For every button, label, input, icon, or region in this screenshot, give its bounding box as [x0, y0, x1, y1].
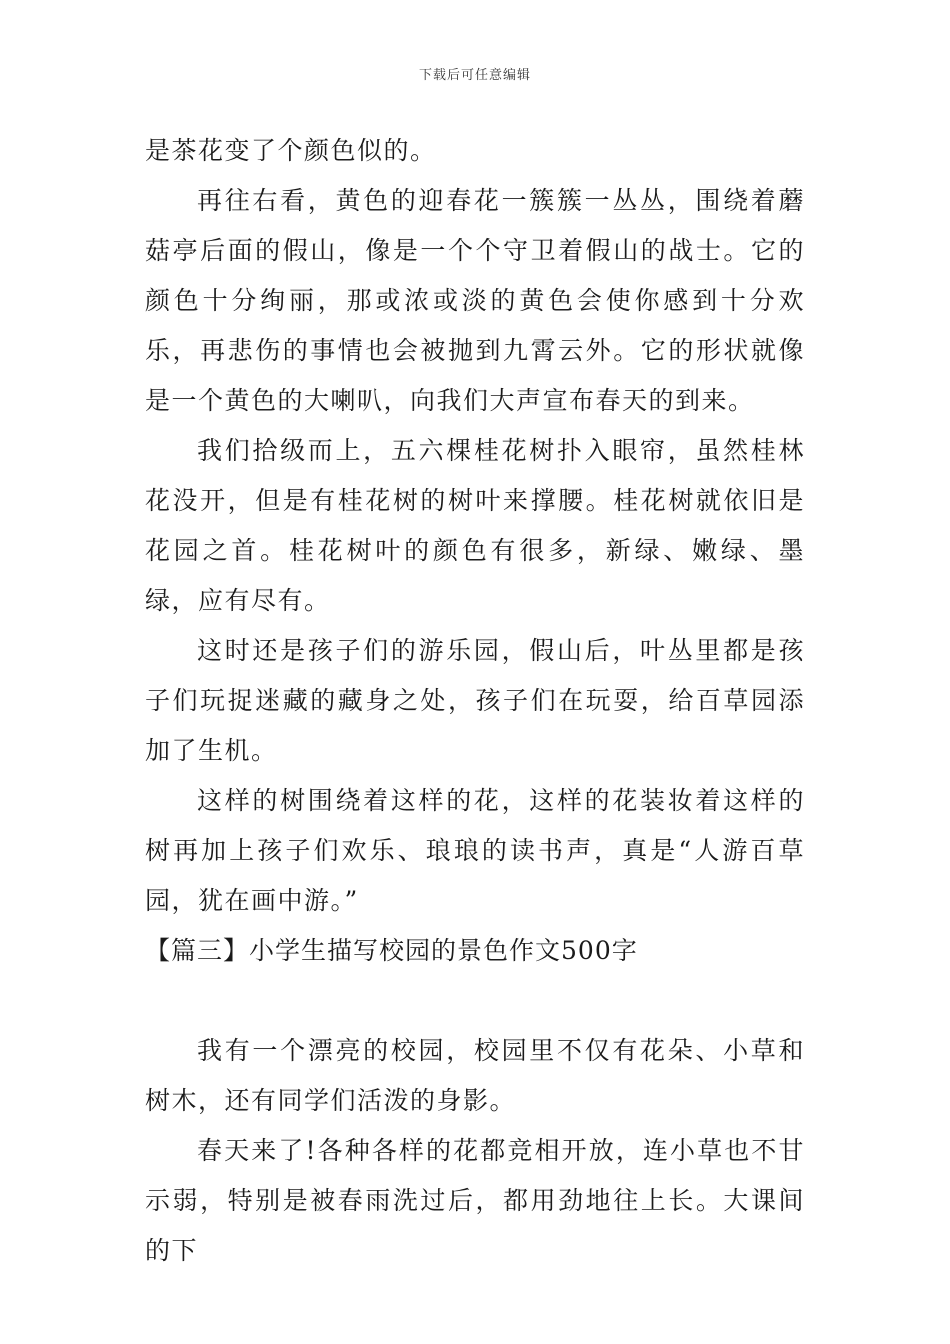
paragraph-6: 我有一个漂亮的校园，校园里不仅有花朵、小草和树木，还有同学们活泼的身影。	[145, 1036, 805, 1115]
paragraph-5: 这样的树围绕着这样的花，这样的花装妆着这样的树再加上孩子们欢乐、琅琅的读书声，真是“人游百草园，犹在画中游。”	[145, 786, 805, 915]
paragraph-2: 再往右看，黄色的迎春花一簇簇一丛丛，围绕着蘑菇亭后面的假山，像是一个个守卫着假山的战士。它的颜色十分绚丽，那或浓或淡的黄色会使你感到十分欢乐，再悲伤的事情也会被抛到九霄云外。它的形状就像是一个黄色的大喇叭，向我们大声宣布春天的到来。	[145, 186, 805, 415]
paragraph-4: 这时还是孩子们的游乐园，假山后，叶丛里都是孩子们玩捉迷藏的藏身之处，孩子们在玩耍，给百草园添加了生机。	[145, 636, 805, 765]
section-heading: 【篇三】小学生描写校园的景色作文500字	[145, 936, 638, 965]
blank-line	[145, 976, 805, 1026]
paragraph-1: 是茶花变了个颜色似的。	[145, 136, 437, 165]
document-body	[145, 126, 805, 1276]
paragraph-7: 春天来了!各种各样的花都竞相开放，连小草也不甘示弱，特别是被春雨洗过后，都用劲地往上长。大课间的下	[145, 1136, 805, 1265]
paragraph-3: 我们拾级而上，五六棵桂花树扑入眼帘，虽然桂林花没开，但是有桂花树的树叶来撑腰。桂花树就依旧是花园之首。桂花树叶的颜色有很多，新绿、嫩绿、墨绿，应有尽有。	[145, 436, 805, 615]
page-header: 下载后可任意编辑	[418, 68, 531, 83]
